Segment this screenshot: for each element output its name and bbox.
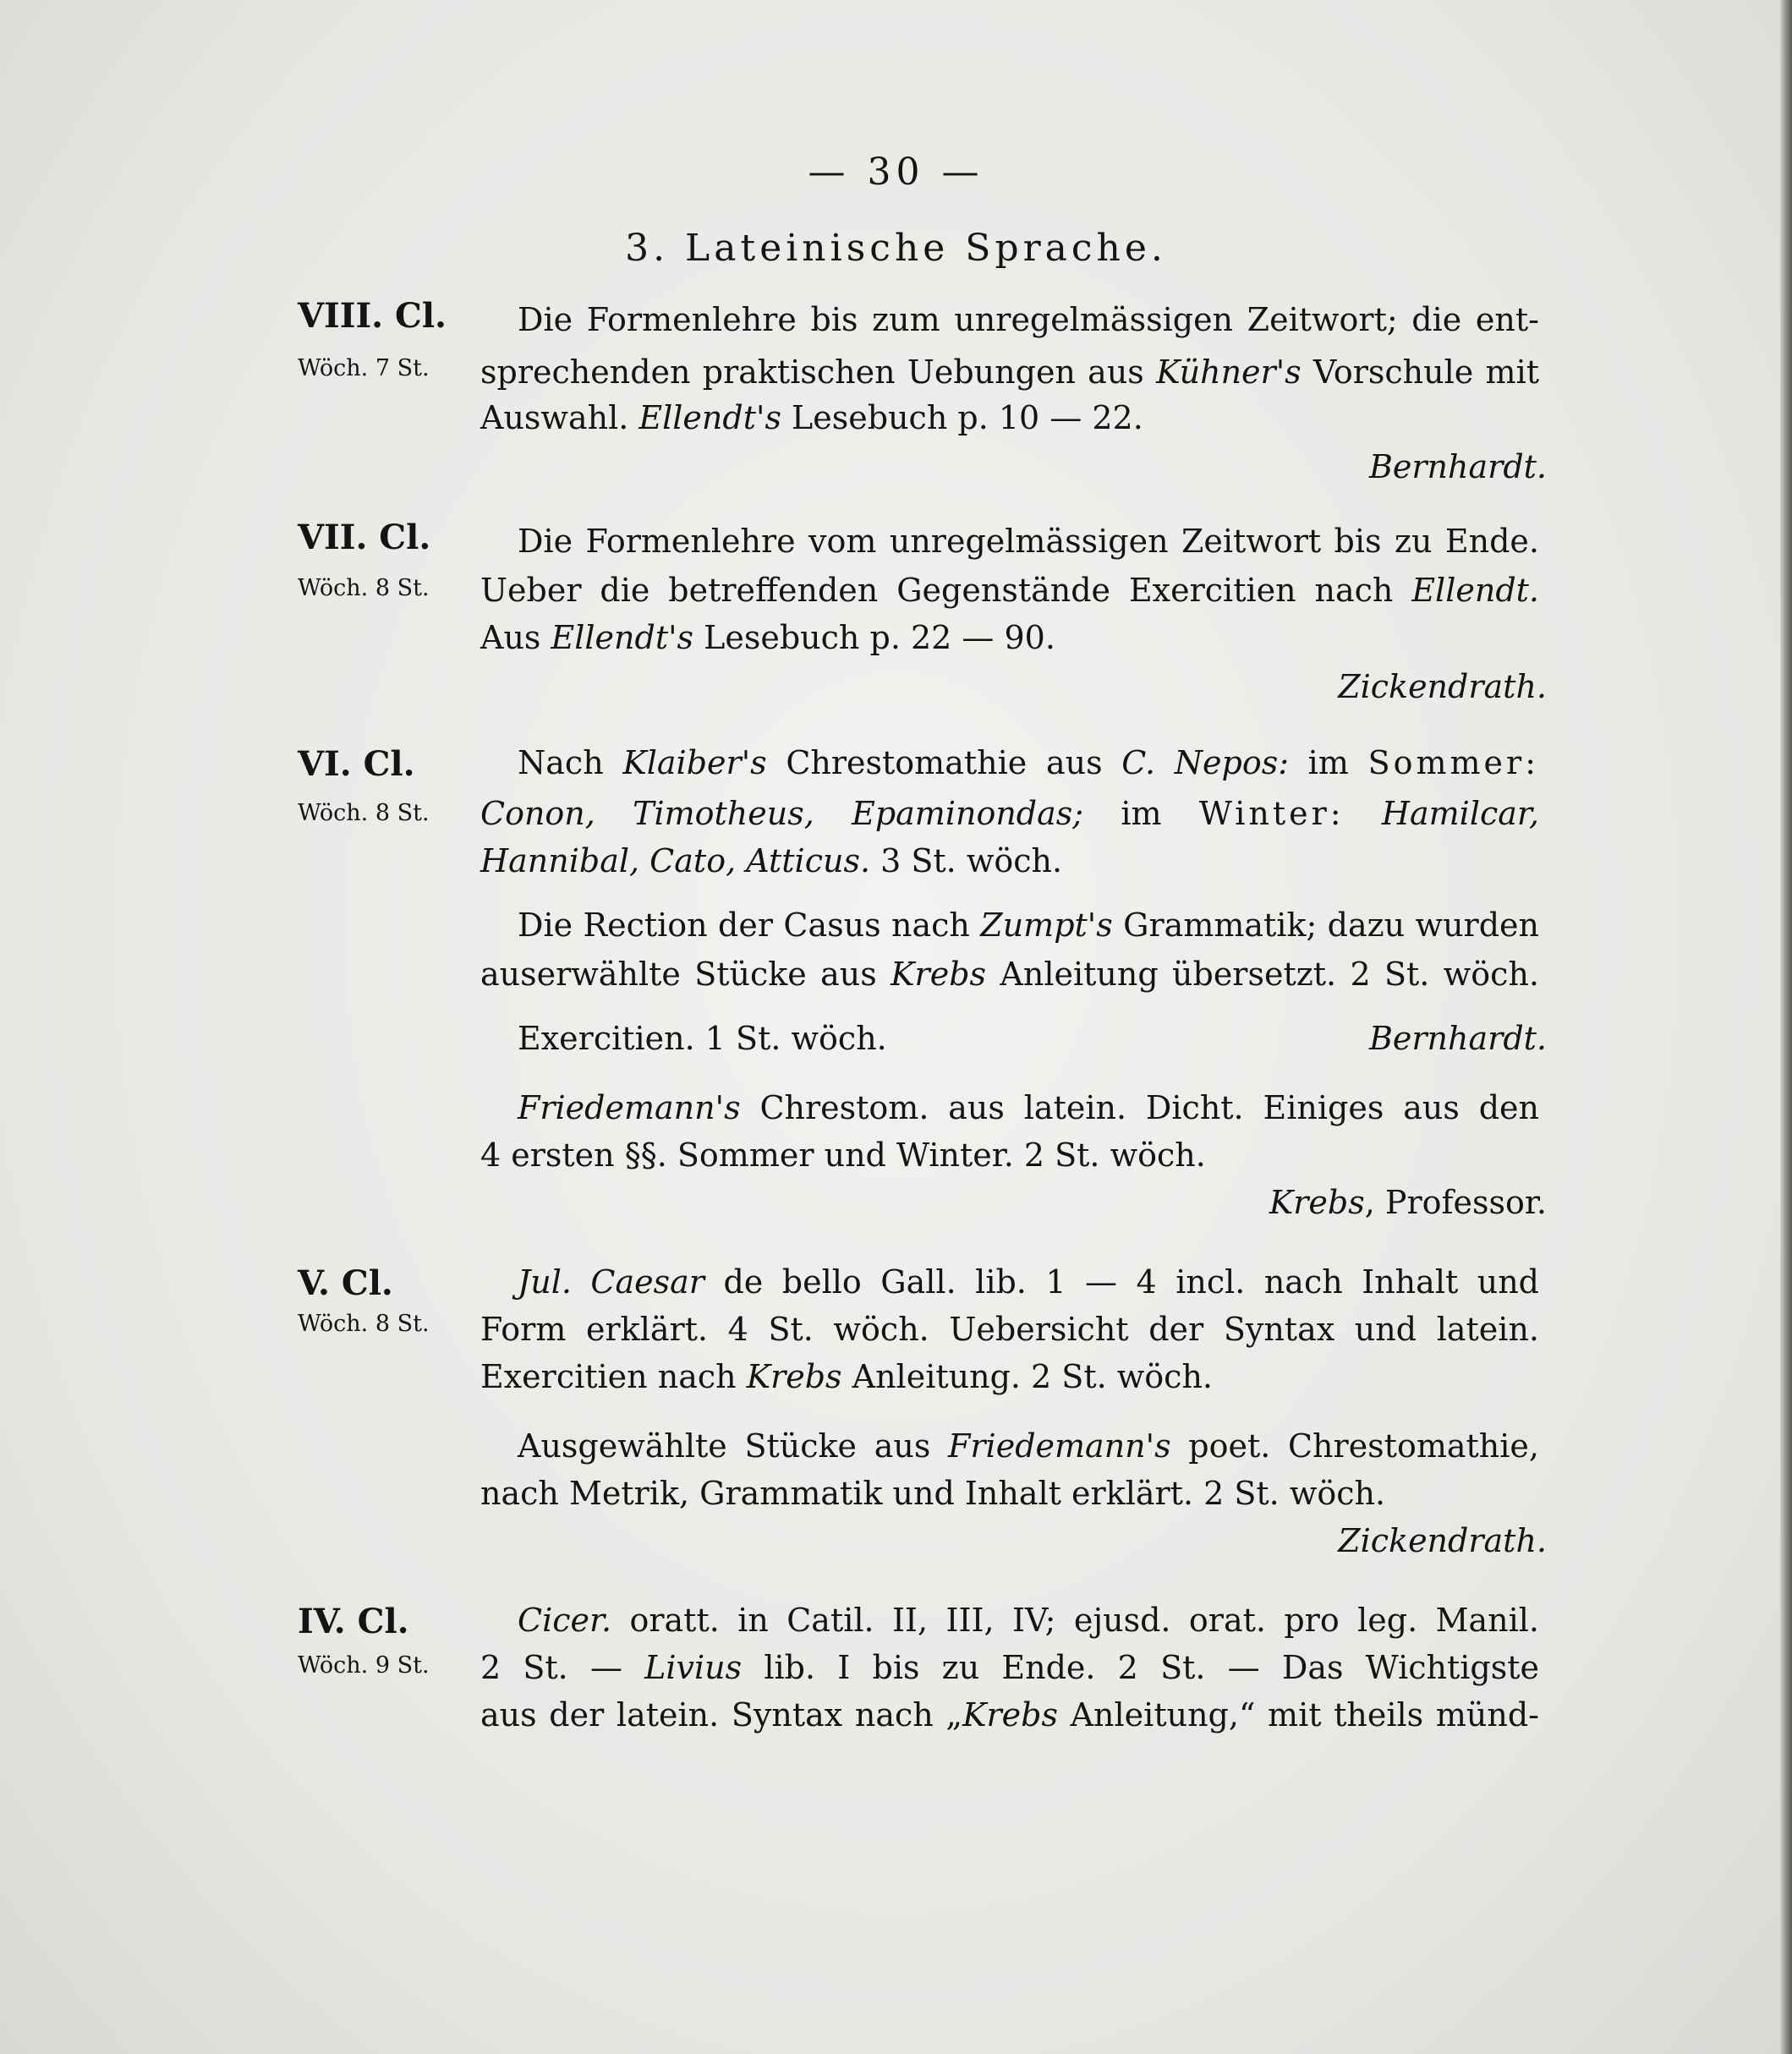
teacher-name: Krebs, Professor.	[1269, 1184, 1547, 1221]
weekly-hours-iv: Wöch. 9 St.	[298, 1652, 430, 1679]
text-line: auserwählte Stücke aus Krebs Anleitung übersetzt. 2 St. wöch.	[480, 956, 1539, 993]
text-line: Exercitien nach Krebs Anleitung. 2 St. wöch.	[480, 1358, 1214, 1395]
text-line: Jul. Caesar de bello Gall. lib. 1 — 4 incl. nach Inhalt und	[518, 1263, 1540, 1301]
teacher-name: Zickendrath.	[1338, 668, 1547, 705]
text-line: Die Formenlehre vom unregelmässigen Zeitwort bis zu Ende.	[518, 523, 1539, 560]
text-line: Hannibal, Cato, Atticus. 3 St. wöch.	[480, 842, 1063, 879]
weekly-hours-viii: Wöch. 7 St.	[298, 355, 430, 381]
teacher-name: Bernhardt.	[1368, 448, 1547, 485]
weekly-hours-vii: Wöch. 8 St.	[298, 575, 430, 601]
text-line: Cicer. oratt. in Catil. II, III, IV; ejusd. orat. pro leg. Manil.	[518, 1602, 1539, 1639]
weekly-hours-vi: Wöch. 8 St.	[298, 800, 430, 826]
text-line: 4 ersten §§. Sommer und Winter. 2 St. wöch.	[480, 1137, 1206, 1174]
text-line: Aus Ellendt's Lesebuch p. 22 — 90.	[480, 619, 1055, 656]
text-line: Friedemann's Chrestom. aus latein. Dicht. Einiges aus den	[518, 1089, 1539, 1126]
text-line: Nach Klaiber's Chrestomathie aus C. Nepos: im Sommer:	[518, 744, 1539, 781]
text-line: Die Rection der Casus nach Zumpt's Grammatik; dazu wurden	[518, 906, 1539, 944]
class-label-vii: VII. Cl.	[298, 518, 431, 557]
text-line: aus der latein. Syntax nach „Krebs Anleitung,“ mit theils münd-	[480, 1696, 1539, 1734]
text-line: Conon, Timotheus, Epaminondas; im Winter: Hamilcar,	[480, 795, 1539, 832]
text-line: 2 St. — Livius lib. I bis zu Ende. 2 St. — Das Wichtigste	[480, 1649, 1539, 1686]
text-line: Auswahl. Ellendt's Lesebuch p. 10 — 22.	[480, 399, 1143, 436]
weekly-hours-v: Wöch. 8 St.	[298, 1311, 430, 1337]
text-line: Die Formenlehre bis zum unregelmässigen Zeitwort; die ent-	[518, 301, 1539, 338]
text-line: Ausgewählte Stücke aus Friedemann's poet. Chrestomathie,	[518, 1427, 1539, 1465]
text-line: Form erklärt. 4 St. wöch. Uebersicht der Syntax und latein.	[480, 1311, 1539, 1348]
text-line: Ueber die betreffenden Gegenstände Exercitien nach Ellendt.	[480, 572, 1539, 609]
teacher-name: Zickendrath.	[1338, 1522, 1547, 1559]
class-label-iv: IV. Cl.	[298, 1602, 409, 1641]
teacher-name: Bernhardt.	[1368, 1020, 1547, 1057]
class-label-viii: VIII. Cl.	[298, 296, 447, 336]
page-number: — 30 —	[808, 151, 984, 194]
text-line: Exercitien. 1 St. wöch.	[518, 1020, 887, 1057]
class-label-vi: VI. Cl.	[298, 744, 415, 784]
text-line: nach Metrik, Grammatik und Inhalt erklärt. 2 St. wöch.	[480, 1475, 1386, 1512]
text-line: sprechenden praktischen Uebungen aus Kühner's Vorschule mit	[480, 353, 1539, 391]
class-label-v: V. Cl.	[298, 1263, 393, 1303]
page-edge-shadow	[1780, 0, 1792, 2054]
section-title: 3. Lateinische Sprache.	[625, 227, 1167, 270]
